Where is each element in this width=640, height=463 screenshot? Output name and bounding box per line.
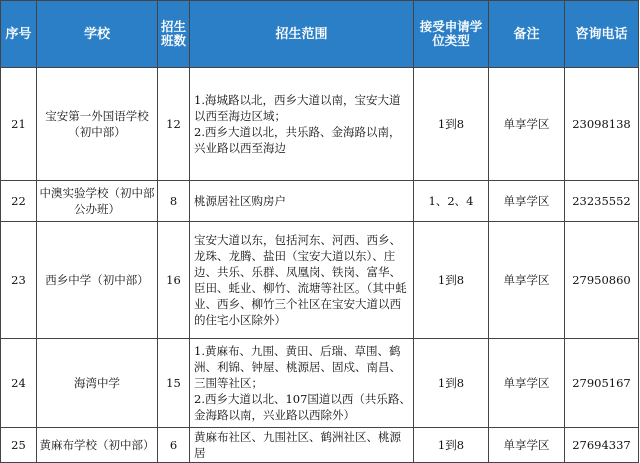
cell-school: 西乡中学（初中部）: [37, 222, 158, 339]
cell-classes: 15: [158, 339, 190, 428]
cell-remark: 单享学区: [489, 181, 565, 222]
header-scope: 招生范围: [190, 1, 414, 68]
cell-school: 中澳实验学校（初中部公办班）: [37, 181, 158, 222]
scope-text: 宝安大道以东，包括河东、河西、西乡、龙珠、龙腾、盐田（宝安大道以东）、庄边、共乐、乐群、凤凰岗、铁岗、富华、臣田、蚝业、柳竹、流塘等社区。（其中蚝业、西乡、柳竹三个社区在宝安大道以西的住宅小区除外）: [194, 233, 407, 327]
scope-text: 桃源居社区购房户: [194, 194, 286, 208]
cell-types: 1、2、4: [414, 181, 489, 222]
cell-scope: [190, 68, 414, 181]
cell-scope: [190, 181, 414, 222]
cell-scope: [190, 339, 414, 428]
cell-phone: 27694337: [565, 428, 639, 463]
scope-text: 黄麻布社区、九围社区、鹤洲社区、桃源居: [194, 430, 401, 460]
cell-phone: 27950860: [565, 222, 639, 339]
cell-types: 1到8: [414, 428, 489, 463]
cell-seq: 24: [1, 339, 37, 428]
table-row: [1, 339, 639, 428]
header-row: [1, 1, 639, 68]
cell-classes: 16: [158, 222, 190, 339]
cell-phone: 27905167: [565, 339, 639, 428]
table-row: [1, 222, 639, 339]
cell-school: 宝安第一外国语学校（初中部）: [37, 68, 158, 181]
cell-classes: 12: [158, 68, 190, 181]
cell-remark: 单享学区: [489, 222, 565, 339]
cell-classes: 6: [158, 428, 190, 463]
cell-seq: 22: [1, 181, 37, 222]
cell-scope: [190, 428, 414, 463]
cell-types: 1到8: [414, 339, 489, 428]
cell-seq: 23: [1, 222, 37, 339]
cell-phone: 23098138: [565, 68, 639, 181]
header-phone: 咨询电话: [565, 1, 639, 68]
cell-types: 1到8: [414, 68, 489, 181]
table-row: [1, 68, 639, 181]
header-types: 接受申请学位类型: [414, 1, 489, 68]
header-classes: 招生班数: [158, 1, 190, 68]
cell-phone: 23235552: [565, 181, 639, 222]
scope-text: 1.海城路以北，西乡大道以南，宝安大道以西至海边区域； 2.西乡大道以北，共乐路、金海路以南，兴业路以西至海边: [194, 93, 401, 155]
cell-types: 1到8: [414, 222, 489, 339]
table-row: [1, 428, 639, 463]
cell-remark: 单享学区: [489, 428, 565, 463]
cell-scope: [190, 222, 414, 339]
cell-seq: 25: [1, 428, 37, 463]
cell-seq: 21: [1, 68, 37, 181]
header-seq: 序号: [1, 1, 37, 68]
cell-school: 黄麻布学校（初中部）: [37, 428, 158, 463]
header-remark: 备注: [489, 1, 565, 68]
header-school: 学校: [37, 1, 158, 68]
cell-school: 海湾中学: [37, 339, 158, 428]
cell-classes: 8: [158, 181, 190, 222]
table-row: [1, 181, 639, 222]
cell-remark: 单享学区: [489, 339, 565, 428]
cell-remark: 单享学区: [489, 68, 565, 181]
scope-text: 1.黄麻布、九围、黄田、后瑞、草围、鹤洲、利锦、钟屋、桃源居、固戍、南昌、三围等社区； 2.西乡大道以北、107国道以西（共乐路、金海路以南，兴业路以西除外）: [194, 344, 411, 422]
